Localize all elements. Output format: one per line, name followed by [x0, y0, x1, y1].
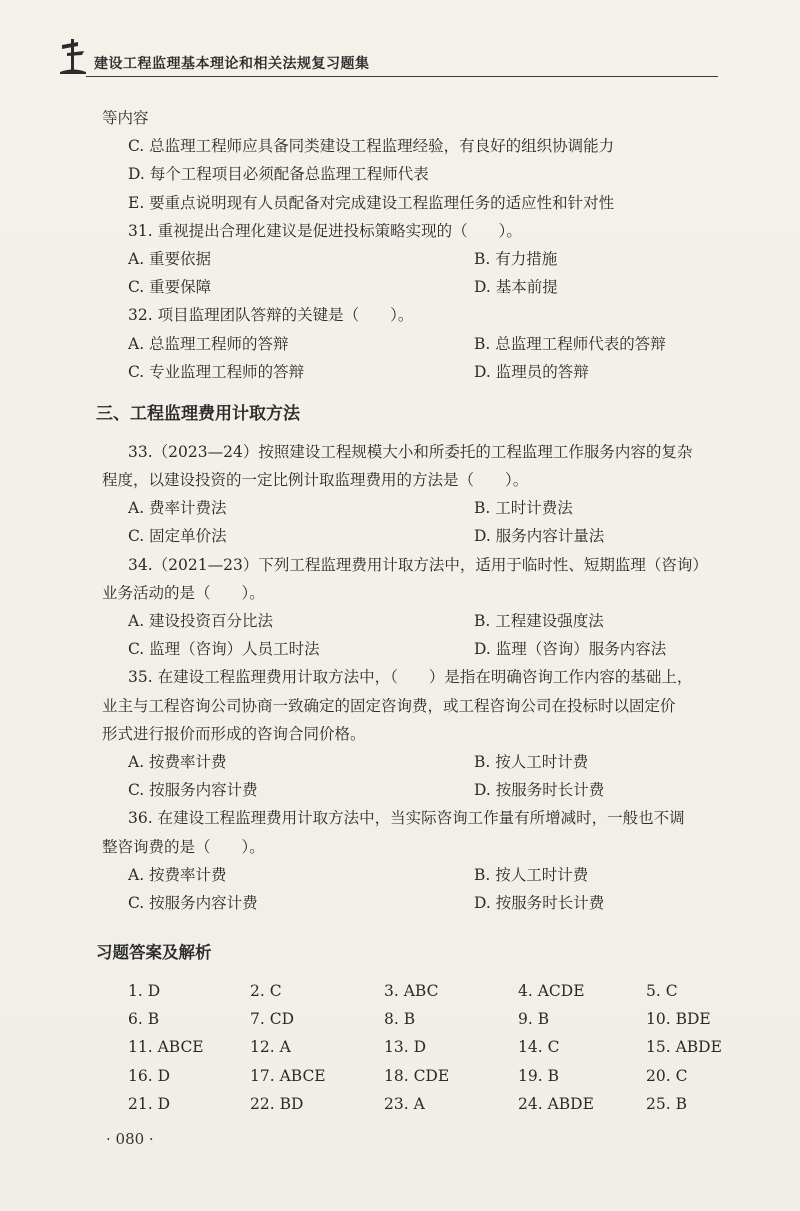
q32-option-b: B. 总监理工程师代表的答辩: [474, 334, 666, 353]
q32-options-row-2: [102, 358, 722, 386]
q36-option-d: D. 按服务时长计费: [474, 893, 605, 912]
answer-item: 21. D: [128, 1094, 171, 1113]
answer-key: [102, 977, 722, 1118]
answer-item: 17. ABCE: [250, 1066, 326, 1085]
q33-option-d: D. 服务内容计量法: [474, 527, 605, 546]
page-header: [58, 30, 718, 78]
q35-option-b: B. 按人工时计费: [474, 752, 589, 771]
header-rule: [86, 76, 718, 77]
q32-option-c: C. 专业监理工程师的答辩: [128, 362, 305, 381]
answer-row: [102, 1062, 722, 1090]
q32-options-row-1: [102, 330, 722, 358]
q36-option-c: C. 按服务内容计费: [128, 893, 258, 912]
q31-options-row-2: [102, 273, 722, 301]
page-content: [96, 104, 722, 1118]
q34-options-row-1: [102, 607, 722, 635]
q34-option-c: C. 监理（咨询）人员工时法: [128, 640, 320, 659]
book-title: 建设工程监理基本理论和相关法规复习题集: [94, 56, 370, 72]
answer-item: 11. ABCE: [128, 1038, 204, 1057]
q35-stem-line-3: 形式进行报价而形成的咨询合同价格。: [102, 724, 366, 743]
answer-item: 9. B: [518, 1010, 550, 1029]
q31-option-b: B. 有力措施: [474, 249, 558, 268]
q35-stem-line-2: 业主与工程咨询公司协商一致确定的固定咨询费，或工程咨询公司在投标时以固定价: [102, 696, 676, 715]
q31-options-row-1: [102, 245, 722, 273]
answer-row: [102, 1033, 722, 1061]
answer-item: 1. D: [128, 982, 161, 1001]
q32-option-a: A. 总监理工程师的答辩: [128, 334, 289, 353]
q34-option-b: B. 工程建设强度法: [474, 612, 604, 630]
q36-option-b: B. 按人工时计费: [474, 865, 589, 884]
answers-heading: 习题答案及解析: [96, 943, 212, 963]
answer-item: 8. B: [384, 1010, 416, 1029]
answer-item: 12. A: [250, 1038, 291, 1057]
answer-item: 2. C: [250, 982, 282, 1001]
q34-stem-line-2: 业务活动的是（ ）。: [102, 583, 265, 602]
answer-item: 13. D: [384, 1038, 427, 1057]
q33-option-b: B. 工时计费法: [474, 499, 573, 518]
q33-options-row-2: [102, 522, 722, 550]
q30-option-c: C. 总监理工程师应具备同类建设工程监理经验，有良好的组织协调能力: [128, 137, 615, 156]
answer-row: [102, 977, 722, 1005]
answer-item: 25. B: [646, 1094, 687, 1113]
answer-item: 15. ABDE: [646, 1038, 722, 1057]
answer-item: 5. C: [646, 982, 678, 1001]
q35-options-row-1: [102, 748, 722, 776]
q33-stem-line-1: 33.（2023—24）按照建设工程规模大小和所委托的工程监理工作服务内容的复杂: [128, 442, 693, 461]
q30-option-e: E. 要重点说明现有人员配备对完成建设工程监理任务的适应性和针对性: [128, 193, 615, 212]
answer-row: [102, 1090, 722, 1118]
answer-item: 19. B: [518, 1066, 559, 1085]
answer-item: 4. ACDE: [518, 982, 585, 1001]
answer-row: [102, 1005, 722, 1033]
answer-item: 18. CDE: [384, 1066, 450, 1085]
q33-option-c: C. 固定单价法: [128, 527, 227, 546]
q31-stem: 31. 重视提出合理化建议是促进投标策略实现的（ ）。: [128, 221, 522, 240]
q31-option-c: C. 重要保障: [128, 278, 212, 297]
answer-item: 6. B: [128, 1010, 160, 1029]
answer-item: 24. ABDE: [518, 1094, 594, 1113]
signpost-logo-icon: [58, 36, 88, 76]
q35-stem-line-1: 35. 在建设工程监理费用计取方法中，（ ）是指在明确咨询工作内容的基础上，: [128, 668, 693, 687]
q35-option-c: C. 按服务内容计费: [128, 781, 258, 800]
section-heading: 三、工程监理费用计取方法: [96, 403, 300, 424]
q32-option-d: D. 监理员的答辩: [474, 362, 589, 381]
q34-stem-line-1: 34.（2021—23）下列工程监理费用计取方法中，适用于临时性、短期监理（咨询）: [128, 555, 708, 574]
q34-option-a: A. 建设投资百分比法: [128, 612, 274, 630]
q33-options-row-1: [102, 494, 722, 522]
q30-option-d: D. 每个工程项目必须配备总监理工程师代表: [128, 165, 429, 184]
q36-stem-line-2: 整咨询费的是（ ）。: [102, 837, 265, 856]
answer-item: 22. BD: [250, 1094, 304, 1113]
answer-item: 7. CD: [250, 1010, 295, 1029]
page-number: · 080 ·: [106, 1130, 154, 1148]
answer-item: 23. A: [384, 1094, 425, 1113]
q35-option-a: A. 按费率计费: [128, 752, 227, 771]
q35-option-d: D. 按服务时长计费: [474, 781, 605, 800]
answer-item: 14. C: [518, 1038, 560, 1057]
q32-stem: 32. 项目监理团队答辩的关键是（ ）。: [128, 306, 414, 325]
q31-option-d: D. 基本前提: [474, 278, 558, 297]
q36-option-a: A. 按费率计费: [128, 865, 227, 884]
answer-item: 20. C: [646, 1066, 688, 1085]
answer-item: 10. BDE: [646, 1010, 711, 1029]
q36-stem-line-1: 36. 在建设工程监理费用计取方法中，当实际咨询工作量有所增减时，一般也不调: [128, 809, 685, 828]
q36-options-row-2: [102, 889, 722, 917]
answer-item: 16. D: [128, 1066, 171, 1085]
q34-option-d: D. 监理（咨询）服务内容法: [474, 640, 667, 659]
q35-options-row-2: [102, 776, 722, 804]
q34-options-row-2: [102, 635, 722, 663]
answer-item: 3. ABC: [384, 982, 439, 1001]
q31-option-a: A. 重要依据: [128, 249, 212, 268]
q33-stem-line-2: 程度，以建设投资的一定比例计取监理费用的方法是（ ）。: [102, 471, 529, 490]
q36-options-row-1: [102, 861, 722, 889]
continued-text: 等内容: [102, 109, 149, 127]
q33-option-a: A. 费率计费法: [128, 499, 227, 518]
